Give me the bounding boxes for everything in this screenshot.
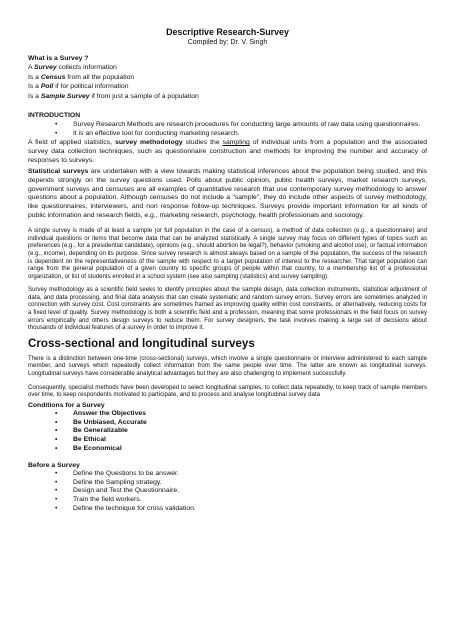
conditions-list — [28, 410, 427, 454]
bullet-icon: • — [55, 504, 58, 512]
list-item: • Define the technique for cross validation. — [55, 504, 196, 512]
definition-line: A Survey collects information — [28, 64, 117, 71]
paragraph-cross-sectional: There is a distinction between one-time (cross-sectional) surveys, which involve a single questionnaire or interview administered to each sample member, and surveys which repeatedly collect information from the same people over time. The latter are known as longitudinal surveys. Longitudinal surveys have considerable analytical advantages but they are also challenging to implement successfully. — [28, 354, 427, 378]
list-item: • Train the field workers. — [55, 496, 142, 504]
list-item: • Answer the Objectives — [55, 409, 146, 417]
bullet-icon: • — [55, 496, 58, 504]
document-title: Descriptive Research-Survey — [166, 27, 289, 37]
paragraph-scientific-field: Survey methodology as a scientific field seeks to identify principles about the sample design, data collection instruments, statistical adjustment of data, and data processing, and final data analysis that can create systematic and random survey errors. Survey errors are sometimes analyzed in connection with survey cost. Cost constraints are sometimes framed as improving quality within cost constraints, or alternatively, reducing costs for a fixed level of quality. Survey methodology is both a scientific field and a profession, meaning that some professionals in the field focus on survey errors empirically and others design surveys to reduce them. For survey designers, the task involves making a large set of decisions about thousands of individual features of a survey in order to improve it. — [28, 286, 427, 332]
bullet-icon: • — [55, 436, 58, 444]
before-survey-list — [28, 470, 427, 514]
bullet-icon: • — [55, 121, 58, 129]
bullet-icon: • — [55, 469, 58, 477]
definition-line: Is a Census from all the population — [28, 73, 135, 81]
list-item: • Be Unbiased, Accurate — [55, 418, 147, 426]
list-item: • Be Generalizable — [55, 427, 128, 435]
list-item: • Design and Test the Questionnaire. — [55, 487, 180, 495]
list-item: • Be Economical — [55, 445, 122, 452]
list-item: • Define the Questions to be answer. — [55, 469, 179, 477]
bullet-icon: • — [55, 418, 58, 426]
bullet-icon: • — [55, 130, 58, 138]
before-survey-heading: Before a Survey — [28, 461, 80, 469]
list-item: • It is an effective tool for conducting marketing research. — [55, 130, 240, 138]
paragraph-single-survey: A single survey is made of at least a sample (or full population in the case of a census), a method of data collection (e.g., a questionnaire) and individual questions or items that become data that can be analyzed statistically. A single survey may focus on different types of topics such as preferences (e.g., for a presidential candidate), opinions (e.g., should abortion be legal?), behavior (smoking and alcohol use), or factual information (e.g., income), depending on its purpose. Since survey research is almost always based on a sample of the population, the success of the research is dependent on the representativeness of the sample with respect to a target population of interest to the researcher. That target population can range from the general population of a given country to specific groups of people within that country, to a membership list of a professional organization, or list of students enrolled in a school system (see also sampling (statistics) and survey sampling). — [28, 227, 427, 280]
list-item: • Survey Research Methods are research procedures for conducting large amounts of raw data using questionnaires. — [55, 121, 421, 129]
bullet-icon: • — [55, 427, 58, 435]
document-subtitle: Compiled by: Dr. V. Singh — [187, 39, 268, 46]
introduction-bullet-list — [28, 121, 427, 139]
definition-line: Is a Poll if for political information — [28, 83, 129, 91]
list-item: • Define the Sampling strategy. — [55, 478, 162, 486]
paragraph-longitudinal-methods: Consequently, specialist methods have been developed to select longitudinal samples, to collect data repeatedly, to keep track of sample members over time, to keep respondents motivated to participate, and to process and analyse longitudinal survey data — [28, 383, 427, 399]
bullet-icon: • — [55, 478, 58, 486]
conditions-heading: Conditions for a Survey — [28, 401, 105, 409]
introduction-heading: INTRODUCTION — [28, 112, 81, 120]
paragraph-survey-methodology: A field of applied statistics, survey methodology studies the sampling of individual units from a population and the associated survey data collection techniques, such as questionnaire construction and methods for improving the number and accuracy of responses to surveys. — [28, 138, 428, 164]
paragraph-statistical-surveys: Statistical surveys are undertaken with a view towards making statistical inferences about the population being studied, and this depends strongly on the survey questions used. Polls about public opinion, public health surveys, market research surveys, government surveys and censuses are all examples of quantitative research that use contemporary survey methodology to answer questions about a population. Although censuses do not include a "sample", they do include other aspects of survey methodology, like questionnaires, interviewers, and non response follow-up techniques. Surveys provide important information for all kinds of public information and research fields, e.g., marketing research, psychology, health professionals and sociology. — [28, 167, 427, 220]
list-item: • Be Ethical — [55, 436, 106, 444]
what-is-survey-heading: What is a Survey ? — [28, 55, 89, 62]
bullet-icon: • — [55, 487, 58, 495]
definition-line: Is a Sample Survey if from just a sample of a population — [28, 92, 199, 100]
cross-sectional-heading: Cross-sectional and longitudinal surveys — [28, 336, 255, 350]
bullet-icon: • — [55, 445, 58, 452]
bullet-icon: • — [55, 409, 58, 417]
